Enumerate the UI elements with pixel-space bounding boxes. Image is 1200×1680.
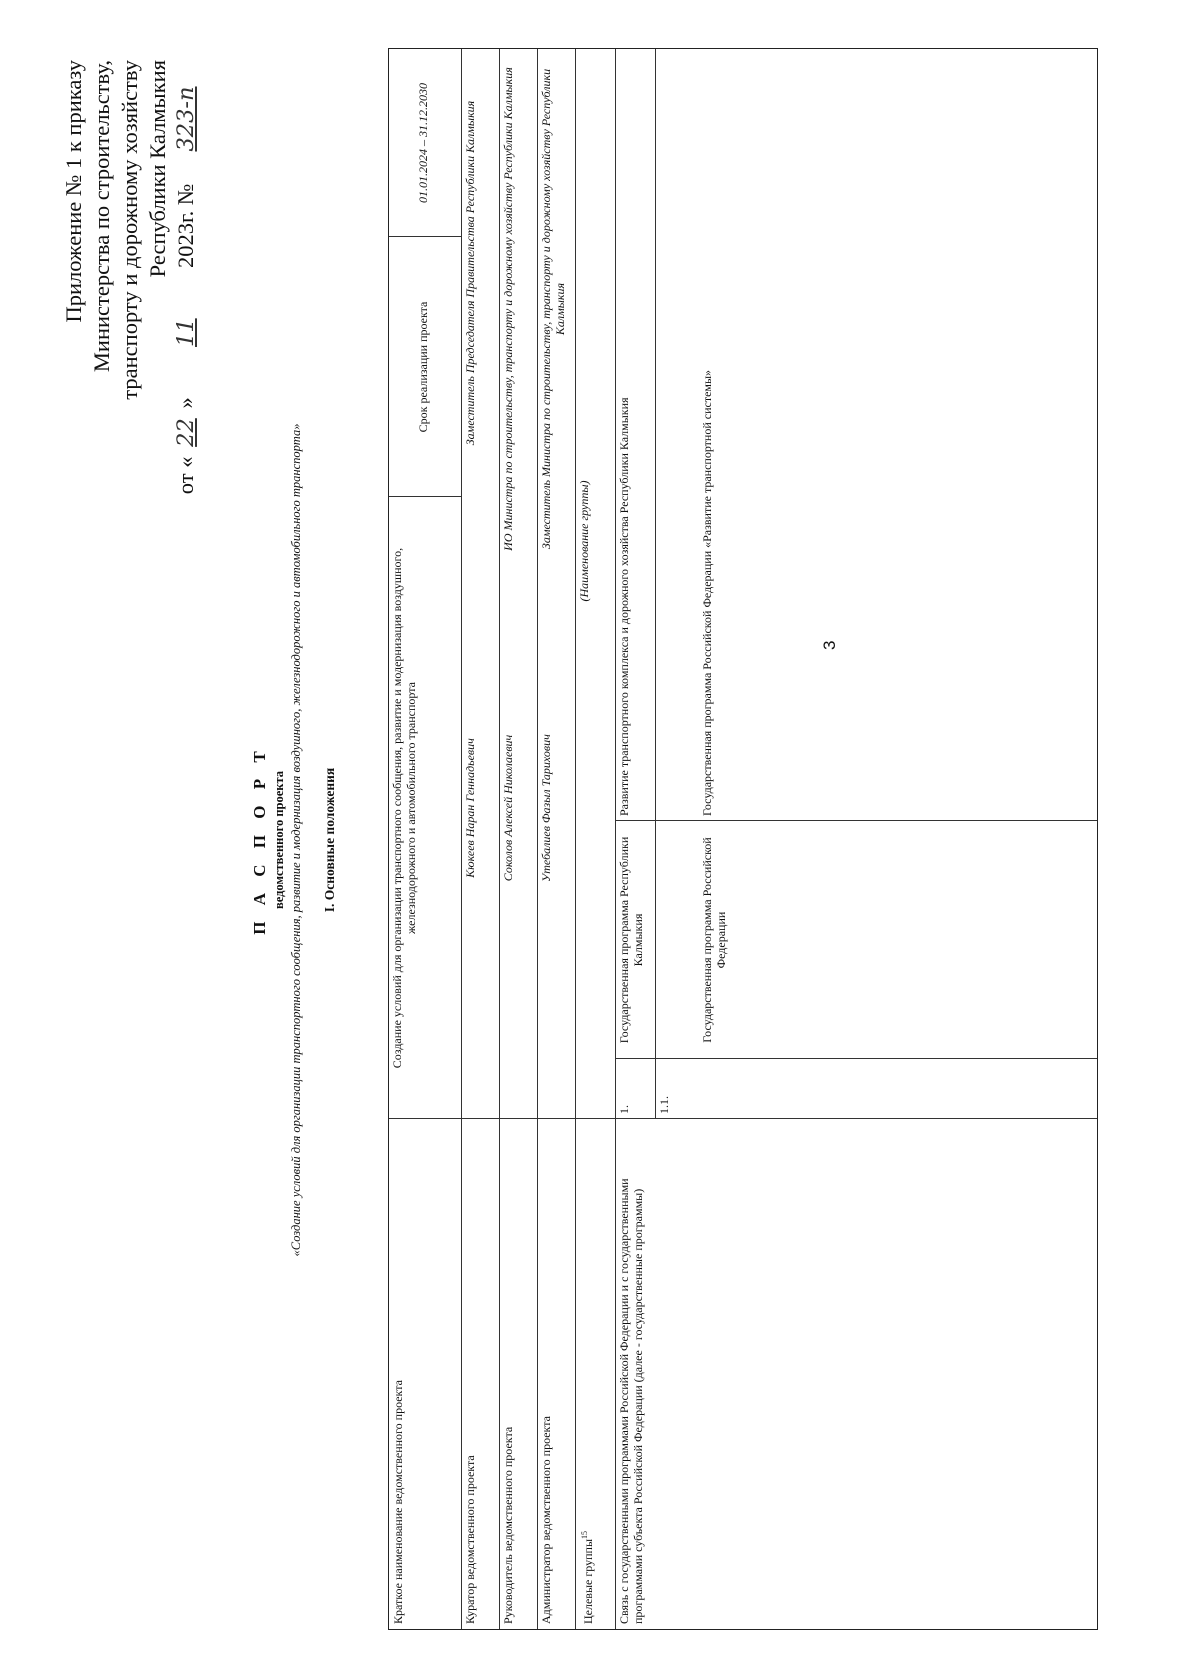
term-label: Срок реализации проекта xyxy=(416,301,430,433)
target-groups-text: Целевые группы xyxy=(581,1538,595,1624)
header-date-line xyxy=(172,60,200,580)
curator-label: Куратор ведомственного проекта xyxy=(463,1455,477,1624)
head-position: ИО Министра по строительству, транспорту и дорожному хозяйству Республики Калмыкия xyxy=(501,67,515,551)
handwritten-day: 22 xyxy=(173,418,199,447)
program-name-1: Развитие транспортного комплекса и дорожного хозяйства Республики Калмыкия xyxy=(617,397,631,816)
administrator-position: Заместитель Министра по строительству, транспорту и дорожному хозяйству Республики Калмыкия xyxy=(539,68,567,550)
handwritten-order-number: 323-п xyxy=(173,86,199,152)
target-groups-label xyxy=(575,1119,615,1629)
head-label: Руководитель ведомственного проекта xyxy=(501,1426,515,1624)
programs-link-label: Связь с государственными программами Российской Федерации и с государственными программами субъекта Российской Федерации (далее - государственные программы) xyxy=(617,1178,645,1624)
program-type-1: Государственная программа Республики Калмыкия xyxy=(617,836,645,1044)
order-appendix-header xyxy=(60,60,200,580)
curator-position: Заместитель Председателя Правительства Республики Калмыкия xyxy=(463,100,477,446)
administrator-name: Утебалиев Фазыл Тарихович xyxy=(539,734,553,882)
short-name-label: Краткое наименование ведомственного проекта xyxy=(391,1380,405,1624)
page-subtitle: ведомственного проекта xyxy=(272,770,286,910)
short-name-value: Создание условий для организации транспортного сообщения, развитие и модернизация воздушного, железнодорожного и автомобильного транспорта xyxy=(390,547,418,1069)
year-text: 2023г. № xyxy=(173,183,198,269)
program-num-1: 1. xyxy=(617,1105,631,1114)
project-full-name: «Создание условий для организации транспортного сообщения, развитие и модернизация воздушного, железнодорожного и автомобильного транспорта» xyxy=(289,423,303,1257)
curator-name: Кюкеев Наран Геннадьевич xyxy=(463,738,477,878)
header-line-1: Приложение № 1 к приказу xyxy=(61,60,86,323)
header-line-4: Республики Калмыкия xyxy=(145,60,170,278)
administrator-label: Администратор ведомственного проекта xyxy=(539,1416,553,1624)
main-provisions-table xyxy=(388,48,1098,1630)
date-mid: » xyxy=(173,397,198,409)
passport-title-block xyxy=(250,0,338,1680)
target-groups-value: (Наименование группы) xyxy=(577,480,591,602)
footnote-marker: 15 xyxy=(580,1530,589,1539)
head-name: Соколов Алексей Николаевич xyxy=(501,734,515,882)
program-name-2: Государственная программа Российской Федерации «Развитие транспортной системы» xyxy=(700,369,714,816)
date-prefix: от « xyxy=(173,456,198,495)
page-number: 3 xyxy=(820,640,839,650)
header-line-3: транспорту и дорожному хозяйству xyxy=(117,60,142,400)
handwritten-month: 11 xyxy=(173,318,199,347)
program-type-2: Государственная программа Российской Федерации xyxy=(700,837,728,1043)
term-value: 01.01.2024 – 31.12.2030 xyxy=(416,83,430,203)
program-num-2: 1.1. xyxy=(657,1096,671,1114)
page-title: П А С П О Р Т xyxy=(250,745,269,935)
header-line-2: Министерства по строительству, xyxy=(89,60,114,373)
section-title: I. Основные положения xyxy=(322,767,337,913)
